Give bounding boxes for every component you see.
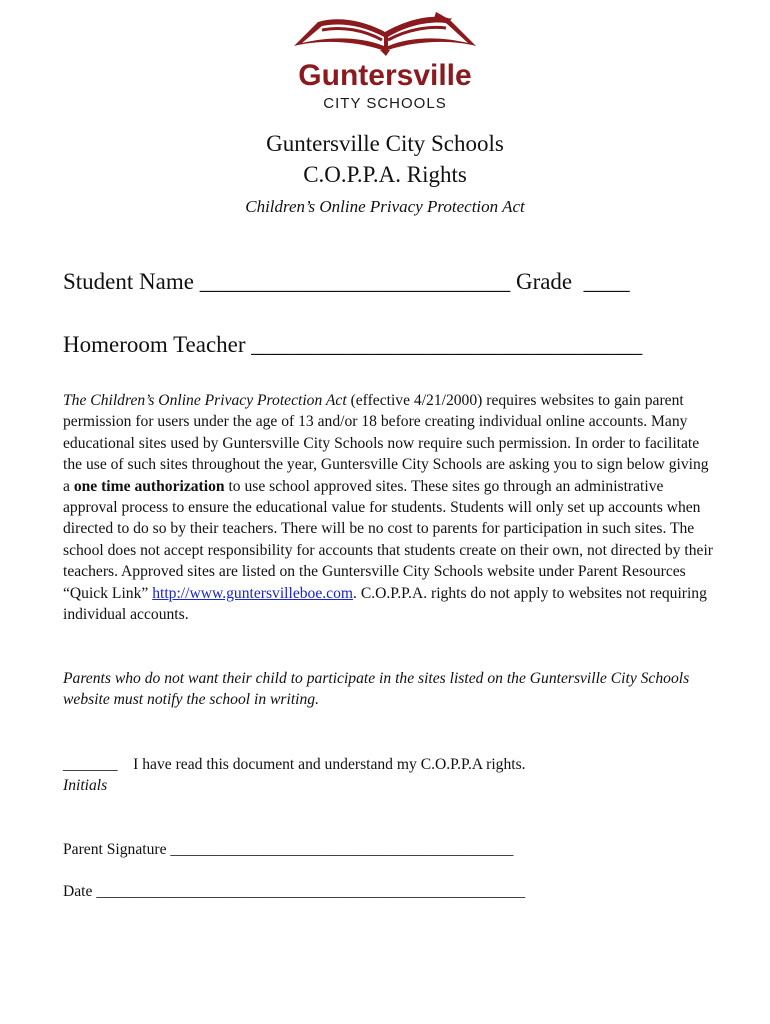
logo-name: Guntersville	[298, 59, 472, 92]
initials-label: Initials	[63, 777, 108, 794]
date-field[interactable]: _______________________________________________________	[96, 883, 526, 900]
initials-field[interactable]: _______	[63, 756, 118, 773]
homeroom-teacher-label: Homeroom Teacher	[63, 332, 246, 357]
rights-title: C.O.P.P.A. Rights	[303, 162, 467, 187]
grade-field[interactable]: ____	[583, 269, 630, 294]
acknowledgement-text: I have read this document and understand my C.O.P.P.A rights.	[133, 756, 526, 773]
body-text-2: to use school approved sites. These sites go through an administrative approval process to ensure the educational value for students. Students will only set up accounts when directed to do so by their teachers. There will be no cost to parents for participation in such sites. The school does not accept responsibility for accounts that students create on their own, not directed by their teachers. Approved sites are listed on the Guntersville City Schools website under Parent Resources “Quick Link”	[63, 477, 713, 602]
act-subtitle: Children’s Online Privacy Protection Act	[245, 197, 525, 216]
date-label: Date	[63, 883, 93, 900]
homeroom-teacher-field[interactable]: __________________________________	[251, 332, 643, 357]
homeroom-teacher-row	[63, 331, 642, 359]
school-website-link[interactable]: http://www.guntersvilleboe.com	[152, 584, 354, 602]
body-text-1: (effective 4/21/2000) requires websites to gain parent permission for users under the age of 13 and/or 18 before creating individual online accounts. Many educational sites used by Guntersville City Schools now require such permission. In order to facilitate the use of such sites throughout the year, Guntersville City Schools are asking you to sign below giving a	[63, 392, 709, 495]
parent-signature-row	[63, 839, 513, 860]
school-title: Guntersville City Schools	[266, 131, 504, 156]
student-name-row	[63, 268, 630, 296]
authorization-bold: one time authorization	[73, 477, 225, 495]
act-name: The Children’s Online Privacy Protection Act	[63, 392, 347, 409]
opt-out-note: Parents who do not want their child to participate in the sites listed on the Guntersville City Schools website must notify the school in writing.	[63, 670, 690, 709]
logo-sub: CITY SCHOOLS	[323, 95, 447, 112]
body-text-3: . C.O.P.P.A. rights do not apply to websites not requiring individual accounts.	[63, 584, 707, 624]
school-logo	[288, 10, 482, 112]
grade-label: Grade	[515, 269, 573, 294]
document-header	[0, 128, 770, 220]
student-name-field[interactable]: ___________________________	[199, 269, 511, 294]
student-name-label: Student Name	[63, 269, 194, 294]
acknowledgement-row	[63, 754, 526, 775]
parent-signature-field[interactable]: ____________________________________________	[170, 841, 514, 858]
date-row	[63, 881, 525, 902]
open-book-logo-icon	[288, 10, 482, 112]
parent-signature-label: Parent Signature	[63, 841, 167, 858]
body-paragraph	[63, 390, 713, 625]
